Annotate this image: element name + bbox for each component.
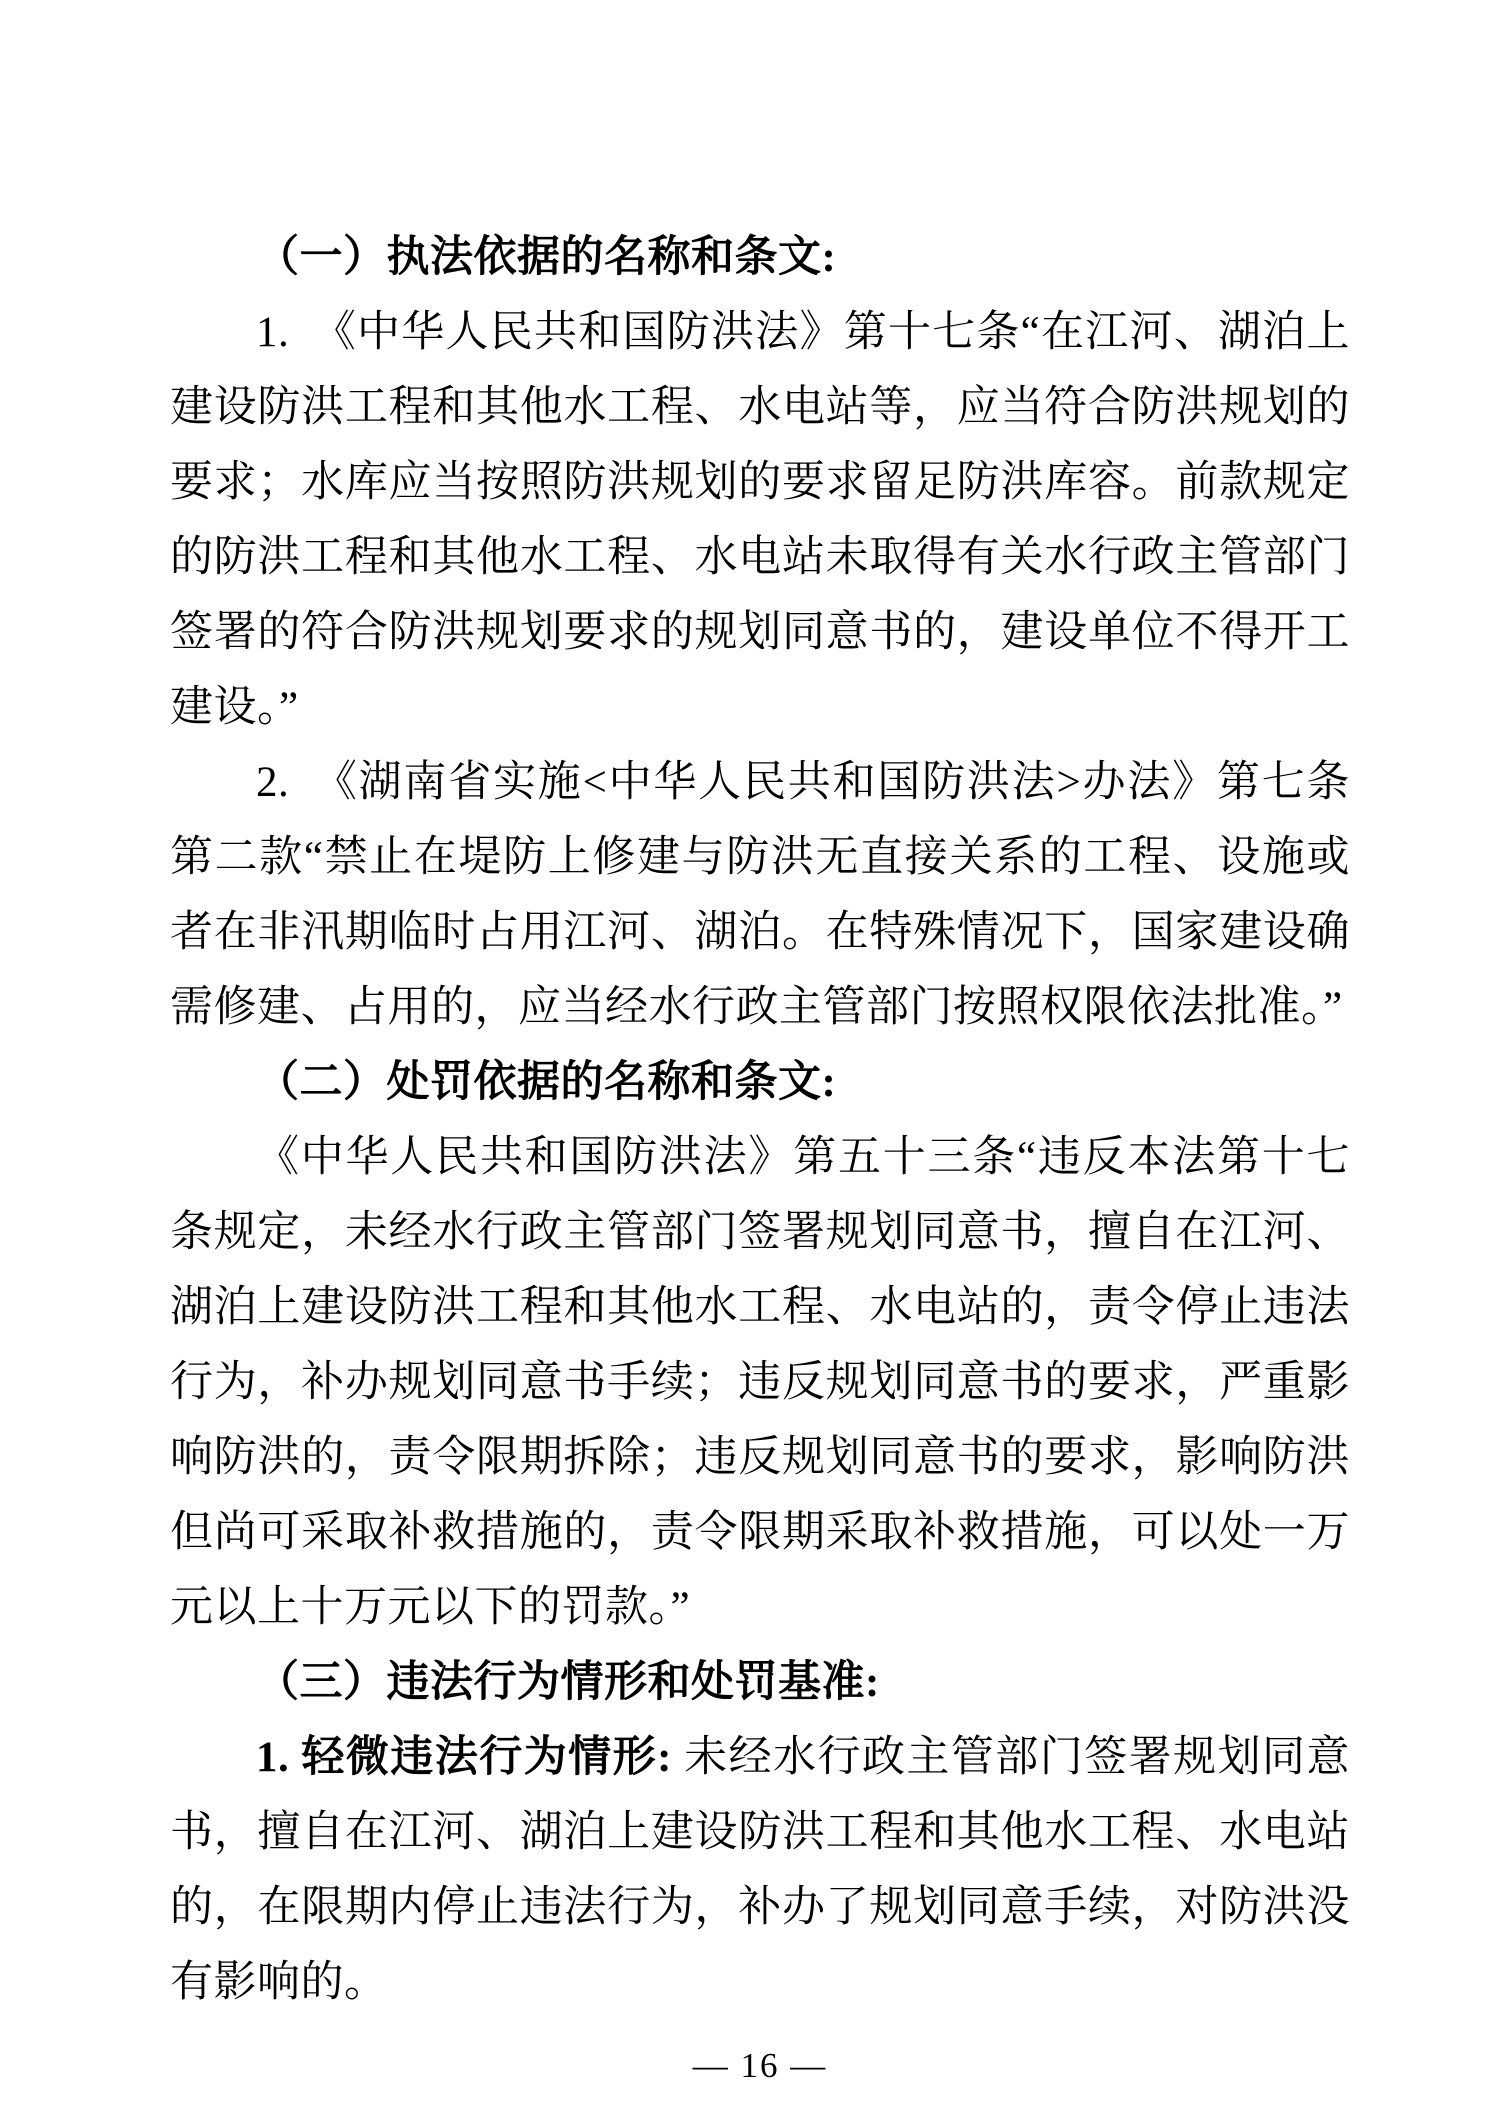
- section-heading-enforcement-basis: （一）执法依据的名称和条文:: [256, 234, 837, 281]
- minor-violation-text: 未经水行政主管部门签署规划同意书，擅自在江河、湖泊上建设防洪工程和其他水工程、水电站的，在限期内停止违法行为，补办了规划同意手续，对防洪没有影响的。: [170, 1734, 1350, 2006]
- section-heading-violation-circumstances: （三）违法行为情形和处罚基准:: [256, 1659, 880, 1706]
- paragraph-minor-violation-circumstance: [170, 1720, 1350, 2020]
- section-heading-penalty-basis: （二）处罚依据的名称和条文:: [256, 1059, 837, 1106]
- document-body: [170, 220, 1350, 2088]
- paragraph-flood-control-law-article-53: 《中华人民共和国防洪法》第五十三条“违反本法第十七条规定，未经水行政主管部门签署规划同意书，擅自在江河、湖泊上建设防洪工程和其他水工程、水电站的，责令停止违法行为，补办规划同意书手续；违反规划同意书的要求，严重影响防洪的，责令限期拆除；违反规划同意书的要求，影响防洪但尚可采取补救措施的，责令限期采取补救措施，可以处一万元以上十万元以下的罚款。”: [170, 1134, 1350, 1631]
- paragraph-flood-control-law-article-17: 1. 《中华人民共和国防洪法》第十七条“在江河、湖泊上建设防洪工程和其他水工程、水电站等，应当符合防洪规划的要求；水库应当按照防洪规划的要求留足防洪库容。前款规定的防洪工程和其他水工程、水电站未取得有关水行政主管部门签署的符合防洪规划要求的规划同意书的，建设单位不得开工建设。”: [170, 309, 1350, 731]
- paragraph-hunan-implementation-measures-article-7: 2. 《湖南省实施<中华人民共和国防洪法>办法》第七条第二款“禁止在堤防上修建与防洪无直接关系的工程、设施或者在非汛期临时占用江河、湖泊。在特殊情况下，国家建设确需修建、占用的，应当经水行政主管部门按照权限依法批准。”: [170, 759, 1350, 1031]
- page-number: — 16 —: [692, 2046, 828, 2085]
- minor-violation-lead-label: 1. 轻微违法行为情形:: [256, 1734, 685, 1781]
